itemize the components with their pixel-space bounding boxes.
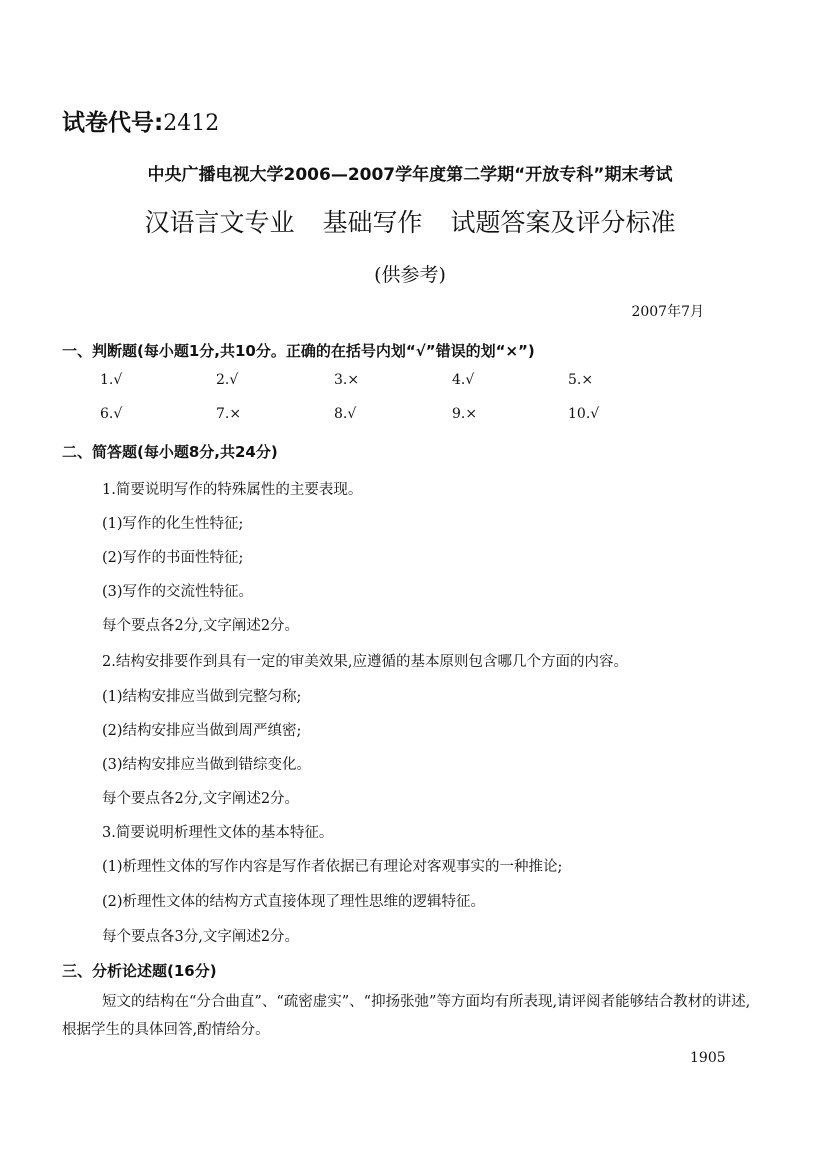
exam-date: 2007年7月 — [631, 304, 704, 320]
university-line: 中央广播电视大学2006—2007学年度第二学期“开放专科”期末考试 — [147, 165, 673, 185]
question-2-text: 2.结构安排要作到具有一定的审美效果,应遵循的基本原则包含哪几个方面的内容。 — [102, 654, 628, 670]
answer-6: 6.√ — [100, 406, 123, 422]
q1-scoring: 每个要点各2分,文字阐述2分。 — [102, 618, 300, 634]
q3-point-1: (1)析理性文体的写作内容是写作者依据已有理论对客观事实的一种推论; — [102, 859, 563, 875]
section3-paragraph-text: 短文的结构在“分合曲直”、“疏密虚实”、“抑扬张弛”等方面均有所表现,请评阅者能够结合教材的讲述,根据学生的具体回答,酌情给分。 — [62, 994, 751, 1038]
section3-paragraph — [62, 988, 752, 1044]
answer-4: 4.√ — [452, 372, 475, 388]
title-kind: 试题答案及评分标准 — [450, 208, 676, 237]
answer-2: 2.√ — [216, 372, 239, 388]
title-course: 基础写作 — [322, 208, 423, 237]
section1-heading: 一、判断题(每小题1分,共10分。正确的在括号内划“√”错误的划“×”) — [62, 342, 535, 360]
q2-scoring: 每个要点各2分,文字阐述2分。 — [102, 791, 300, 807]
page-number: 1905 — [690, 1050, 726, 1066]
question-1-text: 1.简要说明写作的特殊属性的主要表现。 — [102, 482, 363, 498]
section3-heading: 三、分析论述题(16分) — [62, 962, 217, 980]
section2-heading: 二、简答题(每小题8分,共24分) — [62, 443, 278, 461]
q1-point-1: (1)写作的化生性特征; — [102, 516, 244, 532]
answer-5: 5.× — [568, 372, 594, 388]
answer-9: 9.× — [452, 406, 478, 422]
answer-8: 8.√ — [334, 406, 357, 422]
answer-3: 3.× — [334, 372, 360, 388]
q2-point-2: (2)结构安排应当做到周严缜密; — [102, 723, 302, 739]
document-title — [0, 203, 820, 239]
exam-code-label: 试卷代号: — [62, 110, 164, 136]
answer-10: 10.√ — [568, 406, 600, 422]
exam-code-number: 2412 — [163, 111, 220, 136]
q1-point-2: (2)写作的书面性特征; — [102, 550, 244, 566]
q2-point-1: (1)结构安排应当做到完整匀称; — [102, 689, 302, 705]
question-3-text: 3.简要说明析理性文体的基本特征。 — [102, 825, 334, 841]
q1-point-3: (3)写作的交流性特征。 — [102, 584, 254, 600]
q2-point-3: (3)结构安排应当做到错综变化。 — [102, 757, 312, 773]
q3-scoring: 每个要点各3分,文字阐述2分。 — [102, 929, 300, 945]
title-major: 汉语言文专业 — [144, 208, 295, 237]
q3-point-2: (2)析理性文体的结构方式直接体现了理性思维的逻辑特征。 — [102, 894, 486, 910]
answer-7: 7.× — [216, 406, 242, 422]
answer-1: 1.√ — [100, 372, 123, 388]
exam-code — [62, 104, 219, 137]
reference-note: (供参考) — [374, 264, 446, 286]
